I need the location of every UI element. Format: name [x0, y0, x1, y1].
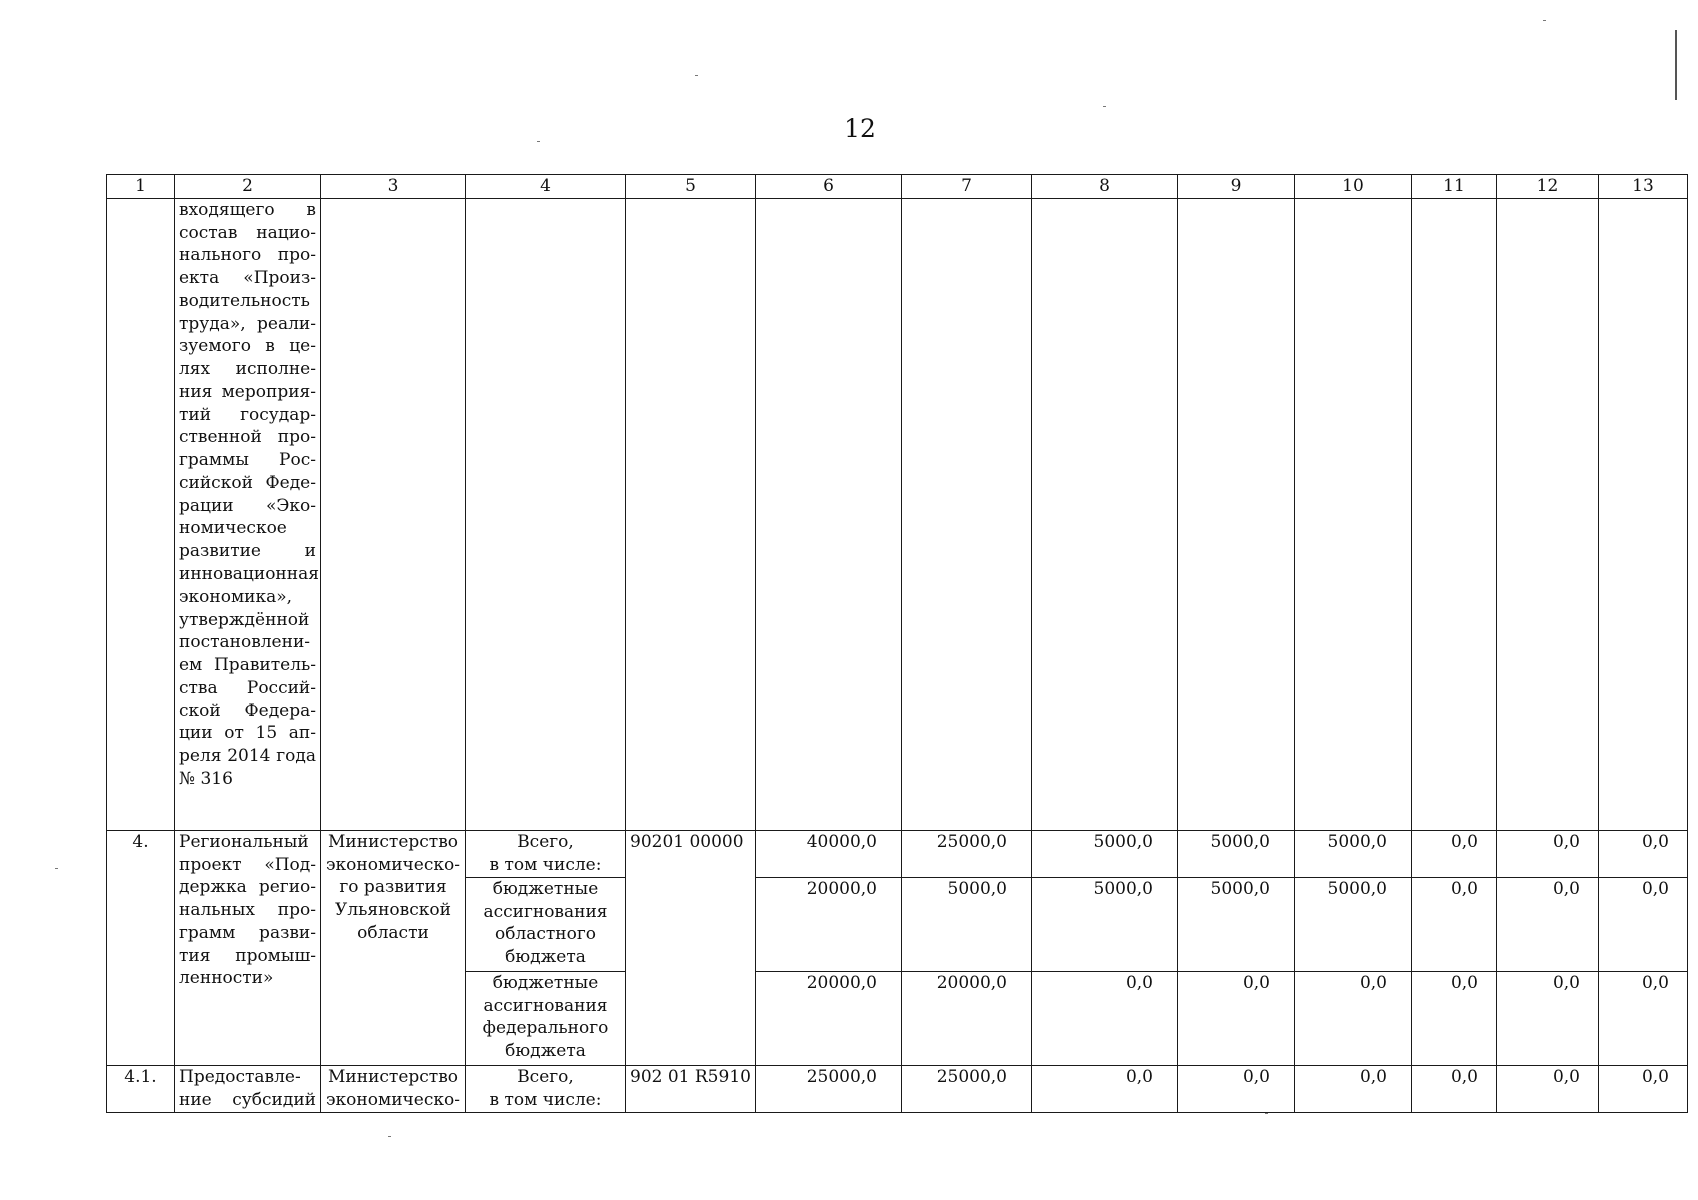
- row-4-total: [107, 830, 1688, 877]
- value-cell: 5000,0: [1032, 830, 1178, 877]
- executor-cell: [321, 830, 466, 1065]
- column-header: 12: [1497, 175, 1599, 199]
- source-line: в том числе:: [489, 1089, 602, 1110]
- executor-cell: [321, 1065, 466, 1112]
- column-header: 13: [1599, 175, 1688, 199]
- value-cell: 0,0: [1178, 1065, 1295, 1112]
- page-number: 12: [844, 114, 876, 143]
- column-header: 6: [756, 175, 902, 199]
- value-cell: 0,0: [1599, 830, 1688, 877]
- value-cell: 0,0: [1412, 971, 1497, 1065]
- column-header: 4: [466, 175, 626, 199]
- name-line: рации «Эко-: [179, 495, 316, 516]
- value-cell: 0,0: [1032, 1065, 1178, 1112]
- value-cell: 25000,0: [902, 1065, 1032, 1112]
- name-line: инновационная: [179, 564, 319, 585]
- column-header: 8: [1032, 175, 1178, 199]
- source-line: Всего,: [517, 831, 574, 852]
- continued-row: [107, 198, 1688, 830]
- value-cell: 20000,0: [902, 971, 1032, 1065]
- source-line: областного: [494, 924, 597, 945]
- column-header: 5: [626, 175, 756, 199]
- value-cell: 0,0: [1497, 1065, 1599, 1112]
- name-line: входящего в: [179, 199, 316, 220]
- value-cell: 20000,0: [756, 971, 902, 1065]
- name-line: держка регио-: [179, 877, 316, 898]
- column-header: 11: [1412, 175, 1497, 199]
- project-name-cell: [175, 1065, 321, 1112]
- scan-speck: [388, 1136, 391, 1137]
- executor-line: экономическо-: [326, 854, 460, 875]
- value-cell: 0,0: [1497, 971, 1599, 1065]
- name-line: нального про-: [179, 245, 316, 266]
- executor-line: Министерство: [328, 1066, 458, 1087]
- continued-row-name-cell: [175, 198, 321, 830]
- name-line: ние субсидий: [179, 1089, 316, 1110]
- name-line: экономика»,: [179, 586, 293, 607]
- value-cell: 25000,0: [902, 830, 1032, 877]
- funding-source-cell: [466, 877, 626, 971]
- scan-speck: [537, 141, 540, 142]
- value-cell: 5000,0: [1178, 830, 1295, 877]
- value-cell: 0,0: [1497, 877, 1599, 971]
- name-line: тия промыш-: [179, 945, 316, 966]
- name-line: ния мероприя-: [179, 381, 316, 402]
- name-line: нальных про-: [179, 900, 316, 921]
- budget-table: [106, 174, 1688, 1113]
- source-line: бюджетные: [492, 972, 599, 993]
- value-cell: 0,0: [1178, 971, 1295, 1065]
- name-line: ской Федера-: [179, 700, 316, 721]
- row-number: 4.1.: [107, 1065, 175, 1112]
- source-line: федерального: [482, 1018, 609, 1039]
- name-line: № 316: [179, 768, 233, 789]
- value-cell: 0,0: [1412, 1065, 1497, 1112]
- source-line: в том числе:: [489, 854, 602, 875]
- name-line: реля 2014 года: [179, 746, 316, 767]
- name-line: ции от 15 ап-: [179, 723, 316, 744]
- column-header: 9: [1178, 175, 1295, 199]
- name-line: номическое: [179, 518, 287, 539]
- name-line: лях исполне-: [179, 359, 316, 380]
- name-line: состав нацио-: [179, 222, 316, 243]
- scan-speck: [55, 868, 58, 869]
- name-line: постановлени-: [179, 632, 311, 653]
- name-line: ем Правитель-: [179, 655, 316, 676]
- row-4-1-total: [107, 1065, 1688, 1112]
- source-line: Всего,: [517, 1066, 574, 1087]
- value-cell: 5000,0: [1178, 877, 1295, 971]
- value-cell: 25000,0: [756, 1065, 902, 1112]
- name-line: екта «Произ-: [179, 268, 316, 289]
- name-line: ственной про-: [179, 427, 316, 448]
- executor-line: области: [357, 922, 429, 943]
- scan-speck: [695, 75, 698, 76]
- column-header: 7: [902, 175, 1032, 199]
- executor-line: Министерство: [328, 831, 458, 852]
- value-cell: 5000,0: [1295, 830, 1412, 877]
- name-line: граммы Рос-: [179, 450, 316, 471]
- scan-speck: [1103, 106, 1106, 107]
- value-cell: 0,0: [1599, 877, 1688, 971]
- source-line: бюджета: [505, 947, 586, 968]
- source-line: ассигнования: [483, 995, 608, 1016]
- value-cell: 0,0: [1599, 971, 1688, 1065]
- value-cell: 20000,0: [756, 877, 902, 971]
- funding-source-cell: [466, 971, 626, 1065]
- funding-source-cell: [466, 830, 626, 877]
- name-line: тий государ-: [179, 404, 316, 425]
- name-line: ленности»: [179, 968, 274, 989]
- scan-speck: [1265, 1113, 1268, 1114]
- value-cell: 0,0: [1412, 877, 1497, 971]
- executor-line: экономическо-: [326, 1089, 460, 1110]
- scan-edge-mark: [1675, 30, 1677, 100]
- source-line: ассигнования: [483, 901, 608, 922]
- column-header: 10: [1295, 175, 1412, 199]
- column-number-row: [107, 175, 1688, 199]
- budget-code: 90201 00000: [626, 830, 756, 1065]
- project-name-cell: [175, 830, 321, 1065]
- name-line: сийской Феде-: [179, 472, 316, 493]
- name-line: развитие и: [179, 541, 316, 562]
- value-cell: 0,0: [1295, 971, 1412, 1065]
- value-cell: 5000,0: [902, 877, 1032, 971]
- value-cell: 0,0: [1032, 971, 1178, 1065]
- name-line: труда», реали-: [179, 313, 316, 334]
- name-line: Предоставле-: [179, 1066, 301, 1087]
- value-cell: 0,0: [1412, 830, 1497, 877]
- value-cell: 0,0: [1497, 830, 1599, 877]
- scan-speck: [1543, 20, 1546, 21]
- executor-line: го развития: [339, 877, 447, 898]
- column-header: 2: [175, 175, 321, 199]
- value-cell: 0,0: [1295, 1065, 1412, 1112]
- executor-line: Ульяновской: [335, 900, 451, 921]
- funding-source-cell: [466, 1065, 626, 1112]
- name-line: ства Россий-: [179, 677, 316, 698]
- source-line: бюджета: [505, 1041, 586, 1062]
- row-number: 4.: [107, 830, 175, 1065]
- budget-code: 902 01 R5910: [626, 1065, 756, 1112]
- name-line: грамм разви-: [179, 922, 316, 943]
- name-line: проект «Под-: [179, 854, 316, 875]
- name-line: Региональный: [179, 831, 309, 852]
- value-cell: 40000,0: [756, 830, 902, 877]
- name-line: водительность: [179, 290, 310, 311]
- value-cell: 5000,0: [1032, 877, 1178, 971]
- column-header: 1: [107, 175, 175, 199]
- value-cell: 0,0: [1599, 1065, 1688, 1112]
- name-line: утверждённой: [179, 609, 310, 630]
- source-line: бюджетные: [492, 878, 599, 899]
- column-header: 3: [321, 175, 466, 199]
- name-line: зуемого в це-: [179, 336, 316, 357]
- value-cell: 5000,0: [1295, 877, 1412, 971]
